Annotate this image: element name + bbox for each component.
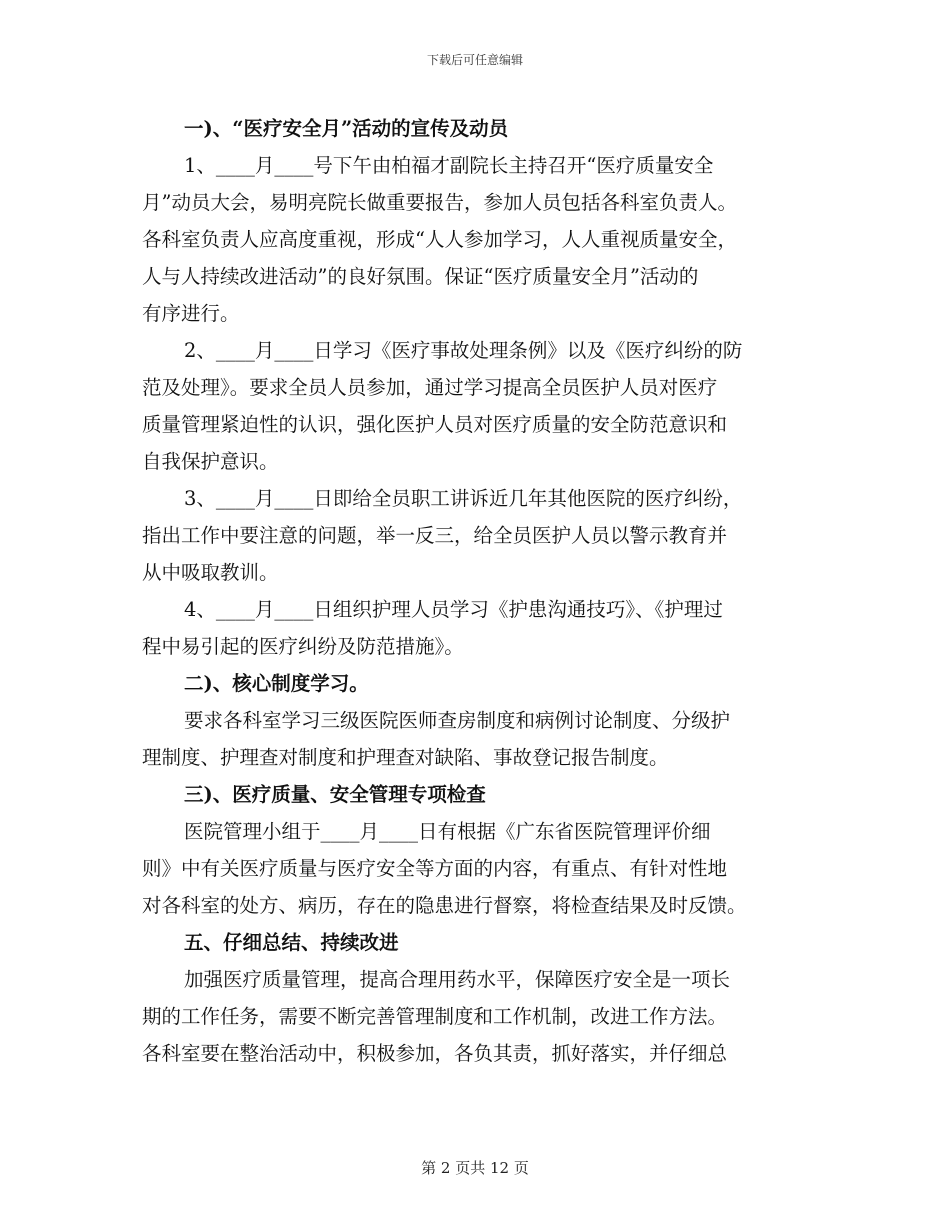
paragraph [142,591,810,665]
text-line: 范及处理》。要求全员人员参加，通过学习提高全员医护人员对医疗 [142,376,718,399]
section-heading [142,776,810,813]
heading-line: 一)、“医疗安全月”活动的宣传及动员 [184,117,509,140]
paragraph [142,332,810,480]
text-line: 从中吸取教训。 [142,561,279,584]
text-line: 则》中有关医疗质量与医疗安全等方面的内容，有重点、有针对性地 [142,857,728,880]
text-line: 对各科室的处方、病历，存在的隐患进行督察，将检查结果及时反馈。 [142,894,747,917]
text-line: 要求各科室学习三级医院医师查房制度和病例讨论制度、分级护 [184,709,731,732]
text-line: 月”动员大会，易明亮院长做重要报告，参加人员包括各科室负责人。 [142,191,737,214]
paragraph [142,702,810,776]
text-line: 理制度、护理查对制度和护理查对缺陷、事故登记报告制度。 [142,746,669,769]
paragraph [142,961,810,1072]
text-line: 期的工作任务，需要不断完善管理制度和工作机制，改进工作方法。 [142,1005,728,1028]
text-line: 各科室负责人应高度重视，形成“人人参加学习，人人重视质量安全， [142,228,737,251]
text-line: 自我保护意识。 [142,450,279,473]
section-heading [142,665,810,702]
document-body [142,110,810,1072]
text-line: 指出工作中要注意的问题，举一反三，给全员医护人员以警示教育并 [142,524,728,547]
text-line: 医院管理小组于____月____日有根据《广东省医院管理评价细 [184,820,711,843]
heading-line: 五、仔细总结、持续改进 [184,931,399,954]
section-heading [142,110,810,147]
page-header-note: 下载后可任意编辑 [426,53,523,67]
text-line: 1、____月____号下午由柏福才副院长主持召开“医疗质量安全 [184,154,714,177]
text-line: 各科室要在整治活动中，积极参加，各负其责，抓好落实，并仔细总 [142,1042,728,1065]
text-line: 2、____月____日学习《医疗事故处理条例》以及《医疗纠纷的防 [184,339,743,362]
text-line: 有序进行。 [142,302,240,325]
text-line: 人与人持续改进活动”的良好氛围。保证“医疗质量安全月”活动的 [142,265,699,288]
page-number: 第 2 页共 12 页 [421,1159,529,1177]
heading-line: 二)、核心制度学习。 [184,672,369,695]
paragraph [142,147,810,332]
paragraph [142,813,810,924]
section-heading [142,924,810,961]
text-line: 质量管理紧迫性的认识，强化医护人员对医疗质量的安全防范意识和 [142,413,728,436]
text-line: 4、____月____日组织护理人员学习《护患沟通技巧》、《护理过 [184,598,723,621]
text-line: 加强医疗质量管理，提高合理用药水平，保障医疗安全是一项长 [184,968,731,991]
paragraph [142,480,810,591]
text-line: 程中易引起的医疗纠纷及防范措施》。 [142,635,464,658]
heading-line: 三)、医疗质量、安全管理专项检查 [184,783,486,806]
text-line: 3、____月____日即给全员职工讲诉近几年其他医院的医疗纠纷， [184,487,743,510]
